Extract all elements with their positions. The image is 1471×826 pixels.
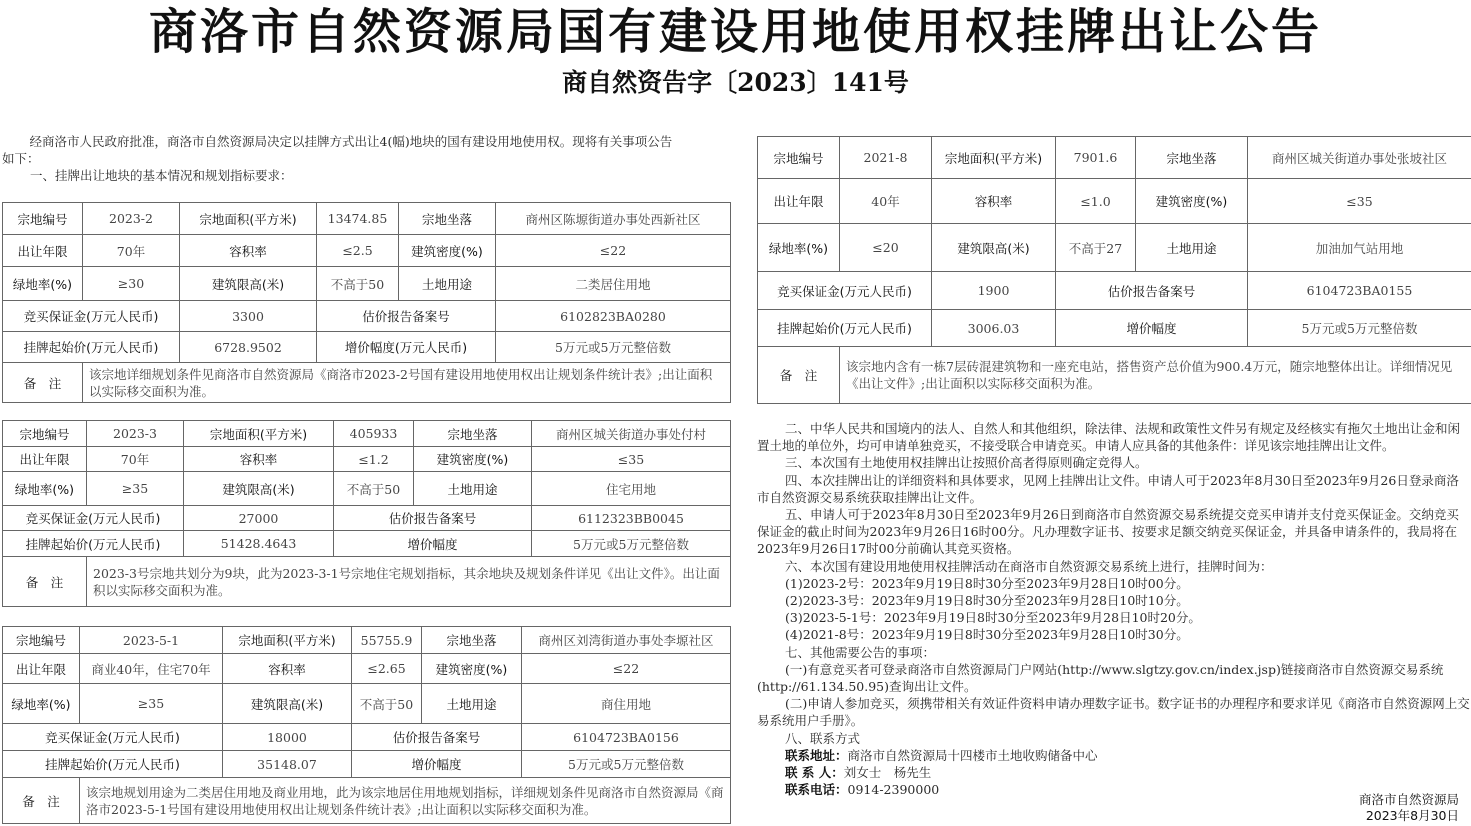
label-area: 宗地面积(平方米) (932, 137, 1056, 179)
plot-id: 2023-2 (83, 203, 180, 235)
plot-report: 6102823BA0280 (496, 301, 731, 332)
label-location: 宗地坐落 (1136, 137, 1248, 179)
label-term: 出让年限 (3, 235, 83, 267)
plot-area: 13474.85 (317, 203, 399, 235)
issuing-organization: 商洛市自然资源局 (1358, 792, 1459, 807)
section-4: 四、本次挂牌出让的详细资料和具体要求，见网上挂牌出让文件。申请人可于2023年8月30日至2023年9月26日登录商洛市自然资源交易系统获取挂牌出让文件。 (757, 472, 1459, 505)
plot-term: 70年 (87, 447, 184, 472)
plot-increment: 5万元或5万元整倍数 (496, 332, 731, 363)
plot-deposit: 1900 (932, 272, 1056, 310)
page-title: 商洛市自然资源局国有建设用地使用权挂牌出让公告 (148, 4, 1322, 60)
plot-id: 2023-5-1 (80, 627, 223, 654)
plot-table-2023-2 (2, 202, 731, 403)
plot-area: 405933 (334, 421, 414, 447)
schedule-item: (1)2023-2号：2023年9月19日8时30分至2023年9月28日10时00分。 (785, 575, 1189, 591)
plot-increment: 5万元或5万元整倍数 (532, 531, 731, 557)
label-density: 建筑密度(%) (422, 654, 522, 684)
plot-far: ≤1.2 (334, 447, 414, 472)
label-area: 宗地面积(平方米) (180, 203, 317, 235)
plot-report: 6104723BA0156 (522, 724, 731, 751)
plot-use: 加油加气站用地 (1248, 224, 1471, 272)
label-location: 宗地坐落 (414, 421, 532, 447)
label-deposit: 竞买保证金(万元人民币) (3, 724, 223, 751)
plot-start-price: 6728.9502 (180, 332, 317, 363)
plot-id: 2021-8 (840, 137, 932, 179)
notice-terms (757, 420, 1471, 798)
plot-location: 商州区城关街道办事处张坡社区 (1248, 137, 1471, 179)
contact-phone-label: 联系电话： (785, 782, 848, 798)
label-far: 容积率 (932, 179, 1056, 224)
plot-green: ≥35 (87, 472, 184, 506)
plot-start-price: 3006.03 (932, 310, 1056, 347)
section-7: 七、其他需要公告的事项： (785, 644, 936, 660)
label-remark: 备 注 (758, 347, 840, 404)
label-density: 建筑密度(%) (399, 235, 496, 267)
label-green: 绿地率(%) (3, 472, 87, 506)
contact-person-label: 联 系 人： (785, 765, 844, 781)
plot-start-price: 51428.4643 (184, 531, 334, 557)
label-area: 宗地面积(平方米) (184, 421, 334, 447)
plot-id: 2023-3 (87, 421, 184, 447)
label-remark: 备 注 (3, 363, 83, 403)
label-use: 土地用途 (399, 267, 496, 301)
label-deposit: 竞买保证金(万元人民币) (3, 301, 180, 332)
plot-area: 55755.9 (352, 627, 422, 654)
plot-height: 不高于50 (352, 684, 422, 724)
label-height: 建筑限高(米) (180, 267, 317, 301)
contact-address-value: 商洛市自然资源局十四楼市土地收购储备中心 (847, 747, 1098, 763)
plot-use: 住宅用地 (532, 472, 731, 506)
label-start-price: 挂牌起始价(万元人民币) (3, 332, 180, 363)
plot-green: ≤20 (840, 224, 932, 272)
plot-density: ≤22 (522, 654, 731, 684)
label-start-price: 挂牌起始价(万元人民币) (758, 310, 932, 347)
plot-height: 不高于50 (334, 472, 414, 506)
section-6: 六、本次国有建设用地使用权挂牌活动在商洛市自然资源交易系统上进行，挂牌时间为： (785, 558, 1273, 574)
plot-use: 商住用地 (522, 684, 731, 724)
label-far: 容积率 (223, 654, 352, 684)
label-remark: 备 注 (3, 557, 87, 607)
label-density: 建筑密度(%) (414, 447, 532, 472)
plot-remark: 该宗地详细规划条件见商洛市自然资源局《商洛市2023-2号国有建设用地使用权出让规划条件统计表》;出让面积以实际移交面积为准。 (83, 363, 731, 403)
plot-table-2023-3 (2, 420, 731, 607)
label-remark: 备 注 (3, 778, 80, 824)
plot-far: ≤2.65 (352, 654, 422, 684)
plot-deposit: 27000 (184, 506, 334, 531)
label-plot-id: 宗地编号 (3, 203, 83, 235)
label-far: 容积率 (184, 447, 334, 472)
label-green: 绿地率(%) (3, 684, 80, 724)
contact-person (757, 764, 1471, 781)
plot-increment: 5万元或5万元整倍数 (1248, 310, 1471, 347)
label-report: 估价报告备案号 (334, 506, 532, 531)
plot-term: 70年 (83, 235, 180, 267)
label-plot-id: 宗地编号 (3, 627, 80, 654)
plot-far: ≤1.0 (1056, 179, 1136, 224)
plot-table-2021-8 (757, 136, 1471, 404)
label-deposit: 竞买保证金(万元人民币) (758, 272, 932, 310)
schedule-item: (3)2023-5-1号：2023年9月19日8时30分至2023年9月28日10时20分。 (785, 610, 1201, 626)
schedule-item: (2)2023-3号：2023年9月19日8时30分至2023年9月28日10时10分。 (785, 593, 1189, 609)
plot-green: ≥35 (80, 684, 223, 724)
label-report: 估价报告备案号 (352, 724, 522, 751)
plot-deposit: 18000 (223, 724, 352, 751)
section-5: 五、申请人可于2023年8月30日至2023年9月26日到商洛市自然资源交易系统提交竞买申请并支付竞买保证金。交纳竞买保证金的截止时间为2023年9月26日16时00分。凡办理数字证书、按要求足额交纳竞买保证金，并具备申请条件的，我局将在2023年9月26日17时00分前确认其竞买资格。 (757, 507, 1459, 557)
plot-far: ≤2.5 (317, 235, 399, 267)
section-7-item-2: (二)申请人参加竞买，须携带相关有效证件资料申请办理数字证书。数字证书的办理程序和要求详见《商洛市自然资源网上交易系统用户手册》。 (757, 696, 1470, 729)
contact-phone-value: 0914-2390000 (847, 782, 940, 798)
label-plot-id: 宗地编号 (758, 137, 840, 179)
plot-area: 7901.6 (1056, 137, 1136, 179)
label-green: 绿地率(%) (3, 267, 83, 301)
intro-paragraph (2, 133, 730, 167)
plot-remark: 2023-3号宗地共划分为9块，此为2023-3-1号宗地住宅规划指标，其余地块及规划条件详见《出让文件》。出让面积以实际移交面积为准。 (87, 557, 731, 607)
section-7-item-1: (一)有意竞买者可登录商洛市自然资源局门户网站(http://www.slgtzy.gov.cn/index.jsp)链接商洛市自然资源交易系统(http://61.134.50.95)查询出让文件。 (757, 661, 1444, 695)
label-use: 土地用途 (422, 684, 522, 724)
plot-increment: 5万元或5万元整倍数 (522, 751, 731, 778)
label-height: 建筑限高(米) (223, 684, 352, 724)
section-2: 二、中华人民共和国境内的法人、自然人和其他组织，除法律、法规和政策性文件另有规定及经核实有拖欠土地出让金和闲置土地的单位外，均可申请单独竞买，不接受联合申请竞买。申请人应具备的其他条件：详见该宗地挂牌出让文件。 (757, 421, 1461, 454)
label-start-price: 挂牌起始价(万元人民币) (3, 751, 223, 778)
contact-person-value: 刘女士 杨先生 (843, 765, 932, 781)
intro-line: 如下： (2, 151, 40, 166)
section-8: 八、联系方式 (785, 730, 861, 746)
plot-green: ≥30 (83, 267, 180, 301)
plot-remark: 该宗地规划用途为二类居住用地及商业用地，此为该宗地居住用地规划指标，详细规划条件见商洛市自然资源局《商洛市2023-5-1号国有建设用地使用权出让规划条件统计表》;出让面积以实际移交面积为准。 (80, 778, 731, 824)
plot-location: 商州区城关街道办事处付村 (532, 421, 731, 447)
plot-height: 不高于50 (317, 267, 399, 301)
intro-line: 经商洛市人民政府批准，商洛市自然资源局决定以挂牌方式出让4(幅)地块的国有建设用地使用权。现将有关事项公告 (29, 134, 673, 149)
plot-height: 不高于27 (1056, 224, 1136, 272)
plot-deposit: 3300 (180, 301, 317, 332)
label-report: 估价报告备案号 (317, 301, 496, 332)
label-area: 宗地面积(平方米) (223, 627, 352, 654)
contact-address-label: 联系地址： (785, 747, 848, 763)
plot-remark: 该宗地内含有一栋7层砖混建筑物和一座充电站，搭售资产总价值为900.4万元，随宗地整体出让。详细情况见《出让文件》;出让面积以实际移交面积为准。 (840, 347, 1471, 404)
plot-table-2023-5-1 (2, 626, 731, 824)
label-increment: 增价幅度(万元人民币) (317, 332, 496, 363)
plot-term: 商业40年，住宅70年 (80, 654, 223, 684)
label-height: 建筑限高(米) (184, 472, 334, 506)
label-term: 出让年限 (3, 654, 80, 684)
contact-address (757, 747, 1471, 764)
label-plot-id: 宗地编号 (3, 421, 87, 447)
plot-term: 40年 (840, 179, 932, 224)
label-term: 出让年限 (3, 447, 87, 472)
label-start-price: 挂牌起始价(万元人民币) (3, 531, 184, 557)
plot-density: ≤22 (496, 235, 731, 267)
label-location: 宗地坐落 (399, 203, 496, 235)
label-deposit: 竞买保证金(万元人民币) (3, 506, 184, 531)
plot-report: 6104723BA0155 (1248, 272, 1471, 310)
schedule-item: (4)2021-8号：2023年9月19日8时30分至2023年9月28日10时30分。 (785, 627, 1189, 643)
plot-density: ≤35 (1248, 179, 1471, 224)
signature-block (1359, 792, 1459, 824)
plot-location: 商州区陈塬街道办事处西新社区 (496, 203, 731, 235)
label-use: 土地用途 (414, 472, 532, 506)
label-increment: 增价幅度 (334, 531, 532, 557)
label-density: 建筑密度(%) (1136, 179, 1248, 224)
section-3: 三、本次国有土地使用权挂牌出让按照价高者得原则确定竞得人。 (785, 455, 1148, 471)
label-increment: 增价幅度 (1056, 310, 1248, 347)
label-use: 土地用途 (1136, 224, 1248, 272)
label-report: 估价报告备案号 (1056, 272, 1248, 310)
plot-density: ≤35 (532, 447, 731, 472)
plot-location: 商州区刘湾街道办事处李塬社区 (522, 627, 731, 654)
document-number: 商自然资告字〔2023〕141号 (562, 68, 909, 97)
label-green: 绿地率(%) (758, 224, 840, 272)
section-heading-1: 一、挂牌出让地块的基本情况和规划指标要求： (30, 168, 293, 183)
label-location: 宗地坐落 (422, 627, 522, 654)
plot-report: 6112323BB0045 (532, 506, 731, 531)
label-far: 容积率 (180, 235, 317, 267)
plot-start-price: 35148.07 (223, 751, 352, 778)
label-increment: 增价幅度 (352, 751, 522, 778)
label-term: 出让年限 (758, 179, 840, 224)
label-height: 建筑限高(米) (932, 224, 1056, 272)
issue-date: 2023年8月30日 (1365, 808, 1459, 823)
plot-use: 二类居住用地 (496, 267, 731, 301)
